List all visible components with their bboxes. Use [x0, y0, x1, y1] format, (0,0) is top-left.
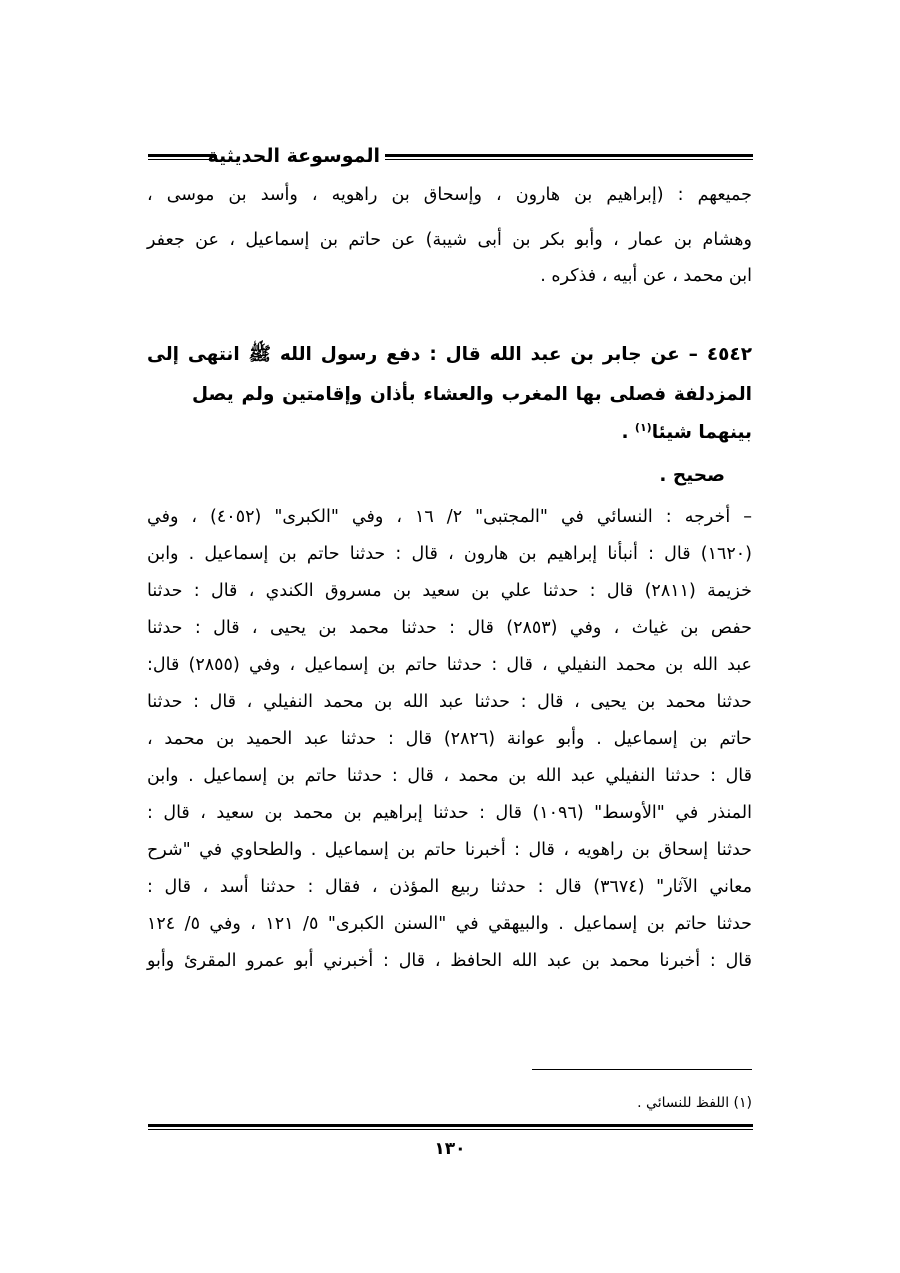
takhrij-line: حفص بن غياث ، وفي (٢٨٥٣) قال : حدثنا محمد بن يحيى ، قال : حدثنا — [147, 618, 752, 638]
footnote-marker: (١) — [634, 420, 652, 434]
intro-line: جميعهم : (إبراهيم بن هارون ، وإسحاق بن راهويه ، وأسد بن موسى ، — [147, 185, 752, 205]
takhrij-line: حدثنا محمد بن يحيى ، قال : حدثنا عبد الله بن محمد النفيلي ، قال : حدثنا — [147, 692, 752, 712]
header-rule-left — [148, 154, 216, 160]
page-number: ١٣٠ — [434, 1139, 466, 1159]
intro-line: وهشام بن عمار ، وأبو بكر بن أبى شيبة) عن حاتم بن إسماعيل ، عن جعفر — [147, 230, 752, 250]
hadith-line-last — [147, 418, 752, 448]
takhrij-line: خزيمة (٢٨١١) قال : حدثنا علي بن سعيد بن مسروق الكندي ، قال : حدثنا — [147, 581, 753, 601]
running-header — [148, 143, 753, 169]
footnote-text: (١) اللفظ للنسائي . — [637, 1095, 752, 1111]
hadith-text: بينهما شيئا — [651, 422, 752, 443]
takhrij-line: حدثنا حاتم بن إسماعيل . والبيهقي في "السنن الكبرى" ٥/ ١٢١ ، وفي ٥/ ١٢٤ — [147, 914, 752, 934]
footer-rule — [148, 1124, 753, 1130]
intro-line: ابن محمد ، عن أبيه ، فذكره . — [540, 266, 752, 286]
header-rule-main — [385, 154, 753, 160]
takhrij-line: قال : حدثنا النفيلي عبد الله بن محمد ، قال : حدثنا حاتم بن إسماعيل . وابن — [147, 766, 752, 786]
footnote-separator — [532, 1069, 752, 1070]
takhrij-line: – أخرجه : النسائي في "المجتبى" ٢/ ١٦ ، وفي "الكبرى" (٤٠٥٢) ، وفي — [147, 507, 752, 527]
takhrij-line: حاتم بن إسماعيل . وأبو عوانة (٢٨٢٦) قال : حدثنا عبد الحميد بن محمد ، — [147, 729, 752, 749]
takhrij-line: المنذر في "الأوسط" (١٠٩٦) قال : حدثنا إبراهيم بن محمد بن سعيد ، قال : — [147, 803, 752, 823]
takhrij-line: حدثنا إسحاق بن راهويه ، قال : أخبرنا حاتم بن إسماعيل . والطحاوي في "شرح — [147, 840, 752, 860]
hadith-line: ٤٥٤٢ – عن جابر بن عبد الله قال : دفع رسول الله ﷺ انتهى إلى — [147, 344, 752, 365]
hadith-grade: صحيح . — [659, 465, 725, 486]
takhrij-line: عبد الله بن محمد النفيلي ، قال : حدثنا حاتم بن إسماعيل ، وفي (٢٨٥٥) قال: — [147, 655, 752, 675]
hadith-end: . — [621, 422, 635, 443]
takhrij-line: (١٦٢٠) قال : أنبأنا إبراهيم بن هارون ، قال : حدثنا حاتم بن إسماعيل . وابن — [147, 544, 752, 564]
hadith-line: المزدلفة فصلى بها المغرب والعشاء بأذان وإقامتين ولم يصل — [192, 384, 752, 405]
header-title: الموسوعة الحديثية — [207, 145, 380, 167]
takhrij-line: قال : أخبرنا محمد بن عبد الله الحافظ ، قال : أخبرني أبو عمرو المقرئ وأبو — [147, 951, 752, 971]
takhrij-line: معاني الآثار" (٣٦٧٤) قال : حدثنا ربيع المؤذن ، فقال : حدثنا أسد ، قال : — [147, 877, 752, 897]
